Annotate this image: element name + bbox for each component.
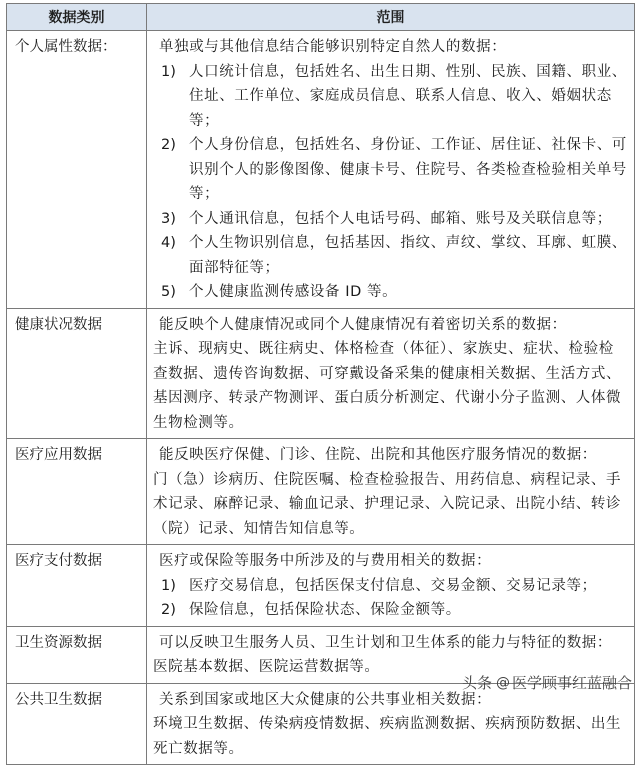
item-number: 2) bbox=[161, 137, 176, 153]
item-number: 1) bbox=[161, 577, 176, 594]
item-text: 个人通讯信息，包括个人电话号码、邮箱、账号及关联信息等； bbox=[189, 210, 612, 227]
table-row bbox=[7, 683, 635, 765]
list-item bbox=[153, 207, 628, 232]
scope-body: 医院基本数据、医院运营数据等。 bbox=[153, 659, 380, 675]
item-text: 保险信息，包括保险状态、保险金额等。 bbox=[189, 602, 461, 618]
item-text: 医疗交易信息，包括医保支付信息、交易金额、交易记录等； bbox=[189, 577, 597, 594]
category-cell: 公共卫生数据 bbox=[7, 683, 147, 765]
item-text: 个人健康监测传感设备 ID 等。 bbox=[189, 284, 398, 300]
scope-description: 能反映医疗保健、门诊、住院、出院和其他医疗服务情况的数据： bbox=[159, 447, 597, 463]
scope-cell bbox=[147, 439, 635, 545]
list-item bbox=[153, 133, 628, 207]
list-item bbox=[153, 598, 628, 623]
scope-description: 能反映个人健康情况或同个人健康情况有着密切关系的数据： bbox=[159, 316, 567, 333]
category-cell: 卫生资源数据 bbox=[7, 626, 147, 683]
item-text: 个人身份信息，包括姓名、身份证、工作证、居住证、社保卡、可识别个人的影像图像、健康卡号、住院号、各类检查检验相关单号等； bbox=[189, 137, 627, 202]
watermark-account: 医学顾事红蓝融合 bbox=[511, 674, 632, 692]
data-category-table bbox=[6, 3, 635, 765]
scope-body: 环境卫生数据、传染病疫情数据、疾病监测数据、疾病预防数据、出生死亡数据等。 bbox=[153, 716, 622, 757]
table-row bbox=[7, 545, 635, 627]
list-item bbox=[153, 60, 628, 134]
scope-cell bbox=[147, 683, 635, 765]
item-text: 人口统计信息，包括姓名、出生日期、性别、民族、国籍、职业、住址、工作单位、家庭成员信息、联系人信息、收入、婚姻状态等； bbox=[189, 63, 627, 129]
scope-description: 可以反映卫生服务人员、卫生计划和卫生体系的能力与特征的数据： bbox=[159, 634, 612, 651]
table-header-row bbox=[7, 4, 635, 31]
category-cell: 医疗应用数据 bbox=[7, 439, 147, 545]
category-cell: 健康状况数据 bbox=[7, 308, 147, 439]
watermark-prefix: 头条 bbox=[461, 674, 492, 692]
scope-cell bbox=[147, 545, 635, 627]
scope-description: 单独或与其他信息结合能够识别特定自然人的数据： bbox=[159, 39, 507, 55]
table-row bbox=[7, 439, 635, 545]
item-number: 3) bbox=[161, 210, 176, 227]
scope-body: 门（急）诊病历、住院医嘱、检查检验报告、用药信息、病程记录、手术记录、麻醉记录、输血记录、护理记录、入院记录、出院小结、转诊（院）记录、知情告知信息等。 bbox=[153, 471, 622, 537]
category-cell: 个人属性数据： bbox=[7, 31, 147, 309]
list-item bbox=[153, 574, 628, 599]
item-text: 个人生物识别信息，包括基因、指纹、声纹、掌纹、耳廓、虹膜、面部特征等； bbox=[189, 235, 627, 276]
table-row bbox=[7, 308, 635, 439]
category-cell: 医疗支付数据 bbox=[7, 545, 147, 627]
header-scope: 范围 bbox=[147, 4, 635, 31]
at-sign-icon: @ bbox=[495, 674, 510, 691]
table-row bbox=[7, 31, 635, 309]
list-item bbox=[153, 231, 628, 280]
scope-cell bbox=[147, 31, 635, 309]
header-category: 数据类别 bbox=[7, 4, 147, 31]
watermark bbox=[462, 672, 632, 693]
item-number: 4) bbox=[161, 235, 176, 251]
item-number: 5) bbox=[161, 284, 176, 300]
scope-body: 主诉、现病史、既往病史、体格检查（体征）、家族史、症状、检验检查数据、遗传咨询数据、可穿戴设备采集的健康相关数据、生活方式、基因测序、转录产物测评、蛋白质分析测定、代谢小分子监测、人体微生物检测等。 bbox=[153, 341, 622, 431]
scope-cell bbox=[147, 308, 635, 439]
item-number: 1) bbox=[161, 63, 176, 80]
item-number: 2) bbox=[161, 602, 176, 618]
scope-description: 医疗或保险等服务中所涉及的与费用相关的数据： bbox=[159, 553, 492, 569]
list-item bbox=[153, 280, 628, 305]
scope-description: 关系到国家或地区大众健康的公共事业相关数据： bbox=[159, 691, 492, 708]
